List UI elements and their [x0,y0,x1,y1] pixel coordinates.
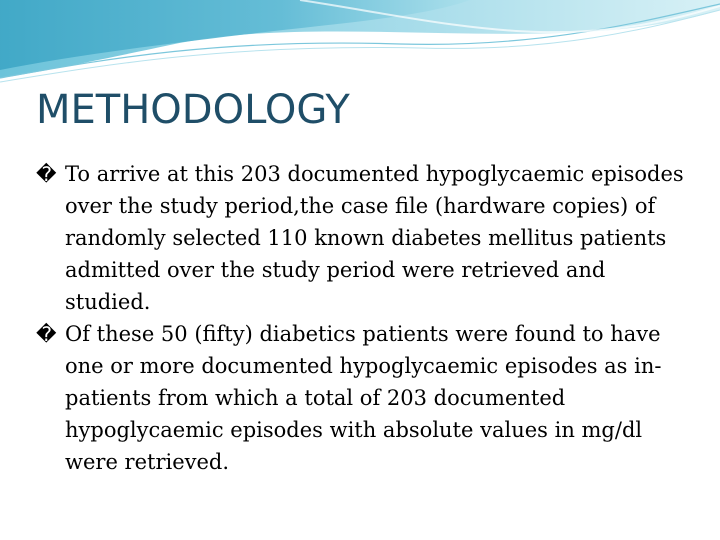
slide-title: METHODOLOGY [36,87,350,133]
header-wave-decoration [0,0,720,90]
bullet-marker-icon: � [36,322,57,346]
bullet-item [36,318,686,478]
bullet-text: To arrive at this 203 documented hypoglycaemic episodes over the study period,the case file (hardware copies) of randomly selected 110 known diabetes mellitus patients admitted over the study period were retrieved and studied. [65,162,684,314]
bullet-marker-icon: � [36,162,57,186]
bullet-list [36,158,686,478]
bullet-text: Of these 50 (fifty) diabetics patients were found to have one or more documented hypoglycaemic episodes as in-patients from which a total of 203 documented hypoglycaemic episodes with absolute values in mg/dl were retrieved. [65,322,662,474]
bullet-item [36,158,686,318]
